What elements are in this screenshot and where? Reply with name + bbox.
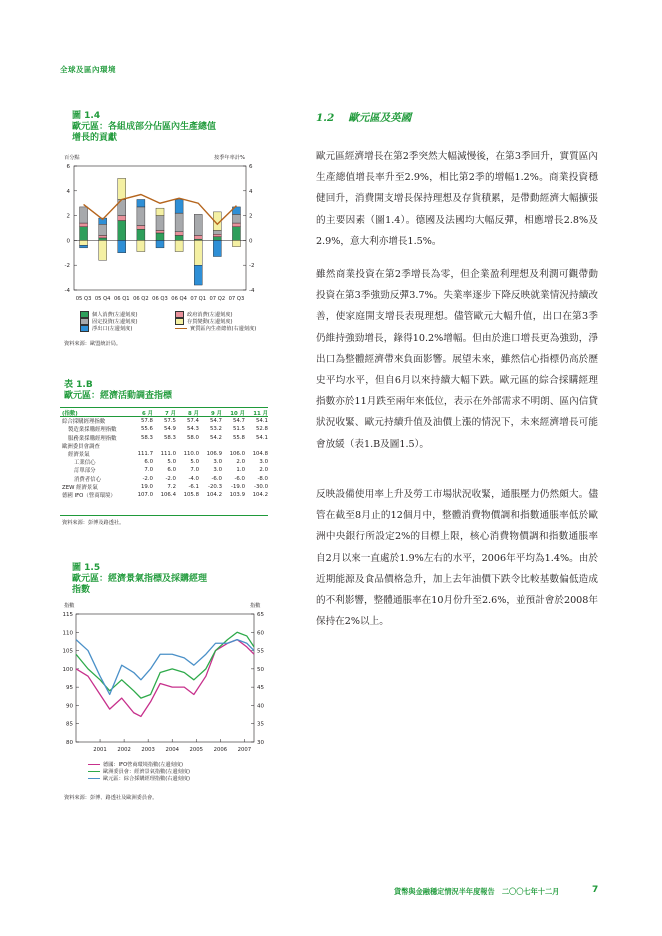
table-cell <box>176 442 199 450</box>
table-row <box>62 434 268 442</box>
bar-inventory <box>194 240 202 265</box>
table-cell: 105.8 <box>183 491 199 498</box>
bar-gov <box>156 230 164 232</box>
table-cell <box>199 442 222 450</box>
table-header-month: 7 月 <box>164 411 176 418</box>
y-tick-label-left: 105 <box>62 648 73 655</box>
table-title: 歐元區：經濟活動調查指標 <box>64 391 173 401</box>
bar-gov <box>80 223 88 227</box>
table-cell: 106.9 <box>206 451 222 458</box>
table-row <box>62 425 268 433</box>
bar-netexp <box>194 265 202 285</box>
swatch-fixed <box>80 318 89 325</box>
x-tick-label: 05 Q4 <box>94 296 111 302</box>
table-cell: 110.0 <box>183 451 199 458</box>
table-cell: 1.0 <box>236 467 245 474</box>
bar-gov <box>232 223 240 227</box>
y-tick-label-right: 55 <box>257 648 264 655</box>
table-header-month: 11 月 <box>253 411 268 418</box>
table-row-label: 訂單部分 <box>74 468 96 475</box>
table-cell: 58.3 <box>163 434 176 441</box>
table-cell: 104.2 <box>206 491 222 498</box>
y-tick-label-right: 40 <box>257 703 264 710</box>
y-tick-label-left: 0 <box>66 238 70 245</box>
bar-private <box>80 227 88 241</box>
bar-fixed <box>156 216 164 231</box>
table-cell: 3.0 <box>213 467 222 474</box>
table-cell: 51.5 <box>232 426 245 433</box>
line-pmi <box>88 778 100 779</box>
line-gdp <box>175 328 187 329</box>
y-tick-label-right: 65 <box>257 612 264 618</box>
bar-fixed <box>99 224 107 235</box>
line-ifo <box>88 764 100 765</box>
bar-private <box>232 227 240 241</box>
bar-private <box>213 237 221 241</box>
table-cell: 104.8 <box>252 451 268 458</box>
table-cell: -6.1 <box>188 483 199 490</box>
y-tick-label-left: 4 <box>66 188 70 195</box>
table-header-unit: (指數) <box>62 411 78 418</box>
table-cell: 55.6 <box>140 426 153 433</box>
y-tick-label-right: 30 <box>257 740 264 746</box>
table-cell: 54.7 <box>209 418 222 425</box>
table-header-month: 9 月 <box>210 411 222 418</box>
table-row-label: ZEW 經濟景氣 <box>62 484 98 491</box>
x-tick-label: 2007 <box>237 747 252 753</box>
legend-netexp: 淨出口(左邊刻度) <box>80 325 175 332</box>
x-tick-label: 07 Q1 <box>190 296 207 302</box>
bar-fixed <box>232 214 240 223</box>
legend-esi: 歐洲委員會：經濟景氣指數(左邊刻度) <box>88 768 190 775</box>
table-cell: 52.8 <box>255 426 268 433</box>
table-cell: -2.0 <box>165 475 176 482</box>
activity-table <box>62 409 268 499</box>
legend-ifo: 德國：IFO營商環境指數(左邊刻度) <box>88 761 190 768</box>
y-tick-label-left: 95 <box>66 685 73 692</box>
table-cell: 106.4 <box>160 491 176 498</box>
table-cell: 104.2 <box>252 491 268 498</box>
legend-gov: 政府消費(左邊刻度) <box>175 311 233 318</box>
y-tick-label-left: 80 <box>66 740 73 746</box>
pmi-line <box>76 640 254 695</box>
bar-inventory <box>80 240 88 245</box>
table-cell: 57.4 <box>186 418 199 425</box>
table-cell: 53.2 <box>209 426 222 433</box>
y-tick-label-right: -4 <box>249 288 255 294</box>
y-tick-label-left: -4 <box>64 288 70 294</box>
x-tick-label: 2003 <box>141 747 155 753</box>
bar-fixed <box>137 207 145 226</box>
table-cell: 111.0 <box>160 451 176 458</box>
bar-fixed <box>175 213 183 232</box>
x-tick-label: 2002 <box>117 747 131 753</box>
table-cell: 54.7 <box>232 418 245 425</box>
y-tick-label-right: 0 <box>249 238 253 245</box>
legend-pmi: 歐元區：綜合採購經理指數(右邊刻度) <box>88 775 190 782</box>
bar-gov <box>99 235 107 237</box>
table-cell: -2.0 <box>142 475 153 482</box>
x-tick-label: 06 Q2 <box>133 296 149 302</box>
swatch-inventory <box>175 318 184 325</box>
table-header-month: 8 月 <box>187 411 199 418</box>
table-row <box>62 466 268 474</box>
table-cell: 7.0 <box>190 467 199 474</box>
y-tick-label-right: 2 <box>249 213 253 220</box>
bar-gov <box>118 216 126 221</box>
chart2-plot-frame <box>76 614 254 742</box>
chart2-legend <box>88 761 190 782</box>
chart2-right-unit: 指數 <box>250 603 261 609</box>
table-cell: 3.0 <box>259 459 268 466</box>
table-cell: 2.0 <box>259 467 268 474</box>
table-cell: 6.0 <box>144 459 153 466</box>
y-tick-label-right: 35 <box>257 721 264 728</box>
table-cell: 103.9 <box>229 491 245 498</box>
chart2-svg <box>60 608 270 756</box>
bar-gov <box>175 232 183 236</box>
table-row <box>62 491 268 499</box>
x-tick-label: 07 Q2 <box>209 296 226 302</box>
y-tick-label-right: 60 <box>257 630 264 637</box>
y-tick-label-left: 2 <box>66 213 70 220</box>
bar-private <box>118 221 126 241</box>
table-row-label: 服務業採購經理指數 <box>68 435 117 442</box>
y-tick-label-left: 6 <box>66 164 70 170</box>
table-row <box>62 417 268 425</box>
swatch-netexp <box>80 325 89 332</box>
bar-private <box>99 238 107 240</box>
table-cell: -6.0 <box>211 475 222 482</box>
chart1-title-block <box>72 111 216 144</box>
table-row-label: 經濟景氣 <box>68 452 90 459</box>
table-cell: 2.0 <box>236 459 245 466</box>
bar-fixed <box>194 214 202 235</box>
table-cell: 7.2 <box>167 483 176 490</box>
x-tick-label: 06 Q4 <box>171 296 187 302</box>
table-row-label: 消費者信心 <box>74 476 101 483</box>
y-tick-label-right: 6 <box>249 164 253 170</box>
table-cell: -4.0 <box>188 475 199 482</box>
table-cell: -30.0 <box>254 483 268 490</box>
table-cell: 19.0 <box>140 483 153 490</box>
y-tick-label-left: -2 <box>64 263 70 270</box>
bar-inventory <box>118 178 126 199</box>
chart1-title-line2: 增長的貢獻 <box>72 133 118 143</box>
bar-fixed <box>213 230 221 234</box>
bar-private <box>137 229 145 240</box>
bar-inventory <box>99 240 107 260</box>
table-cell: 57.8 <box>140 418 153 425</box>
table-source: 資料來源：彭博及路透社。 <box>62 520 125 526</box>
bar-inventory <box>137 240 145 251</box>
legend-fixed: 固定投資(左邊刻度) <box>80 318 175 325</box>
table-row-label: 歐洲委員會調查 <box>62 443 100 450</box>
table-row <box>62 475 268 483</box>
bar-netexp <box>118 240 126 252</box>
table-cell: 106.0 <box>229 451 245 458</box>
chart2-left-unit: 指數 <box>64 603 75 609</box>
table-header-month: 6 月 <box>141 411 153 418</box>
esi-line <box>76 632 254 698</box>
x-tick-label: 06 Q3 <box>152 296 168 302</box>
section-number: 1.2 <box>316 112 335 124</box>
legend-private: 個人消費(左邊刻度) <box>80 311 175 318</box>
bar-private <box>175 235 183 240</box>
y-tick-label-left: 90 <box>66 703 73 710</box>
table-cell: -20.3 <box>208 483 222 490</box>
table-header-month: 10 月 <box>230 411 245 418</box>
paragraph-3: 反映設備使用率上升及勞工市場狀況收緊，通脹壓力仍然頗大。儘管在截至8月止的12個月中，整體消費物價調和指數通脹率低於歐洲中央銀行所設定2%的目標上限，核心消費物價調和指數通脹率自2月以來一直處於1.9%左右的水平，2006年平均為1.4%。由於近期能源及食品價格急升，加上去年油價下跌令比較基數偏低造成的不利影響，整體通脹率在10月份升至2.6%，並預計會於2008年保持在2%以上。 <box>316 489 598 628</box>
chart1-right-unit: 按季年率計% <box>214 155 245 161</box>
table-cell: -6.0 <box>234 475 245 482</box>
bar-netexp <box>213 240 221 256</box>
bar-fixed <box>80 207 88 223</box>
paragraph-1: 歐元區經濟增長在第2季突然大幅減慢後，在第3季回升，實質區內生產總值增長率升至2.9%，相比第2季的增幅1.2%。商業投資穩健回升，消費開支增長保持理想及存貨積累，是帶動經濟大幅擴張的主要因素（圖1.4）。德國及法國均大幅反彈，相應增長2.8%及2.9%，意大利亦增長1.5%。 <box>316 151 598 247</box>
table-cell: 54.2 <box>209 434 222 441</box>
chart1-left-unit: 百分點 <box>64 155 80 161</box>
table-cell <box>245 442 268 450</box>
x-tick-label: 2005 <box>189 747 204 753</box>
x-tick-label: 07 Q3 <box>228 296 245 302</box>
y-tick-label-right: -2 <box>249 263 255 270</box>
bar-inventory <box>232 240 240 246</box>
chart2-source: 資料來源：彭博、路透社及歐洲委員會。 <box>64 795 158 801</box>
y-tick-label-right: 50 <box>257 666 264 673</box>
chart2-label: 圖 1.5 <box>72 563 101 573</box>
chart1-svg <box>60 160 260 308</box>
table-cell: 57.5 <box>163 418 176 425</box>
bar-netexp <box>80 245 88 247</box>
y-tick-label-left: 85 <box>66 721 73 728</box>
table-cell: 54.1 <box>255 418 268 425</box>
bar-netexp <box>156 240 164 247</box>
table-cell: 58.3 <box>140 434 153 441</box>
y-tick-label-left: 115 <box>62 612 73 618</box>
bar-gov <box>213 234 221 236</box>
table-cell <box>153 442 176 450</box>
section-heading <box>316 110 411 125</box>
table-cell: 5.0 <box>167 459 176 466</box>
footer-text: 貨幣與金融穩定情況半年度報告 二〇〇七年十二月 <box>394 887 560 896</box>
table-cell: 54.3 <box>186 426 199 433</box>
table-cell: 5.0 <box>190 459 199 466</box>
chart2-title-line2: 指數 <box>72 585 91 595</box>
table-row <box>62 450 268 458</box>
table-cell: -19.0 <box>231 483 245 490</box>
y-tick-label-left: 110 <box>62 630 73 637</box>
table-cell: 6.0 <box>167 467 176 474</box>
chart2-title-block <box>72 563 207 596</box>
table-row <box>62 458 268 466</box>
x-tick-label: 2001 <box>93 747 107 753</box>
table-cell: 58.0 <box>186 434 199 441</box>
table-title-block <box>64 380 172 402</box>
bar-private <box>156 233 164 240</box>
x-tick-label: 06 Q1 <box>113 296 130 302</box>
table-cell: 54.1 <box>255 434 268 441</box>
chart1-title-line1: 歐元區：各組成部分佔區內生產總值 <box>72 122 217 132</box>
legend-gdp: 實質區內生產總值(右邊刻度) <box>175 325 256 332</box>
x-tick-label: 2004 <box>165 747 179 753</box>
ifo-line <box>76 640 254 717</box>
table-cell: 7.0 <box>144 467 153 474</box>
bar-inventory <box>156 208 164 215</box>
x-tick-label: 2006 <box>213 747 228 753</box>
y-tick-label-left: 100 <box>62 666 73 673</box>
line-esi <box>88 771 100 772</box>
table-row <box>62 442 268 450</box>
chart2-title-line1: 歐元區：經濟景氣指標及採購經理 <box>72 574 208 584</box>
table-cell: 111.7 <box>137 451 153 458</box>
y-tick-label-right: 45 <box>257 685 264 692</box>
table-cell: 3.0 <box>213 459 222 466</box>
swatch-gov <box>175 311 184 318</box>
bar-gov <box>194 235 202 239</box>
table-row-label: 德國 IFO（營商環境） <box>62 492 116 499</box>
x-tick-label: 05 Q3 <box>75 296 92 302</box>
section-header: 全球及區內環境 <box>60 65 116 74</box>
paragraph-2: 雖然商業投資在第2季增長為零，但企業盈利理想及利潤可觀帶動投資在第3季強勁反彈3.7%。失業率逐步下降反映就業情況持續改善，使家庭開支增長表現理想。儘管歐元大幅升值，出口在第3季仍維持強勁增長，錄得10.2%增幅。但由於進口增長更為強勁，淨出口為整體經濟帶來負面影響。展望未來，雖然信心指標仍高於歷史平均水平，但自6月以來持續大幅下跌。歐元區的綜合採購經理指數亦於11月跌至兩年來低位，表示在外部需求不明朗、區內信貸狀況收緊、歐元持續升值及油價上漲的情況下，未來經濟增長可能會放緩（表1.B及圖1.5）。 <box>316 269 598 450</box>
chart1-legend <box>80 311 280 332</box>
table-cell <box>222 442 245 450</box>
bar-netexp <box>175 199 183 213</box>
table-cell: 54.9 <box>163 426 176 433</box>
swatch-private <box>80 311 89 318</box>
page-number: 7 <box>592 885 599 895</box>
table-cell <box>130 442 153 450</box>
table-row-label: 綜合採購經理指數 <box>62 419 106 426</box>
section-title: 歐元區及英國 <box>348 112 412 124</box>
bar-gov <box>137 226 145 230</box>
table-cell: -8.0 <box>257 475 268 482</box>
bar-inventory <box>175 240 183 251</box>
table-cell: 55.8 <box>232 434 245 441</box>
bar-netexp <box>137 199 145 206</box>
chart1-label: 圖 1.4 <box>72 111 101 121</box>
table-row-label: 製造業採購經理指數 <box>68 427 117 434</box>
table-cell: 107.0 <box>137 491 153 498</box>
table-row-label: 工業信心 <box>74 460 96 467</box>
legend-inventory: 存貨變動(左邊刻度) <box>175 318 233 325</box>
y-tick-label-right: 4 <box>249 188 253 195</box>
table-row <box>62 483 268 491</box>
table-label: 表 1.B <box>64 380 93 390</box>
chart1-source: 資料來源：歐盟統計局。 <box>64 341 122 347</box>
